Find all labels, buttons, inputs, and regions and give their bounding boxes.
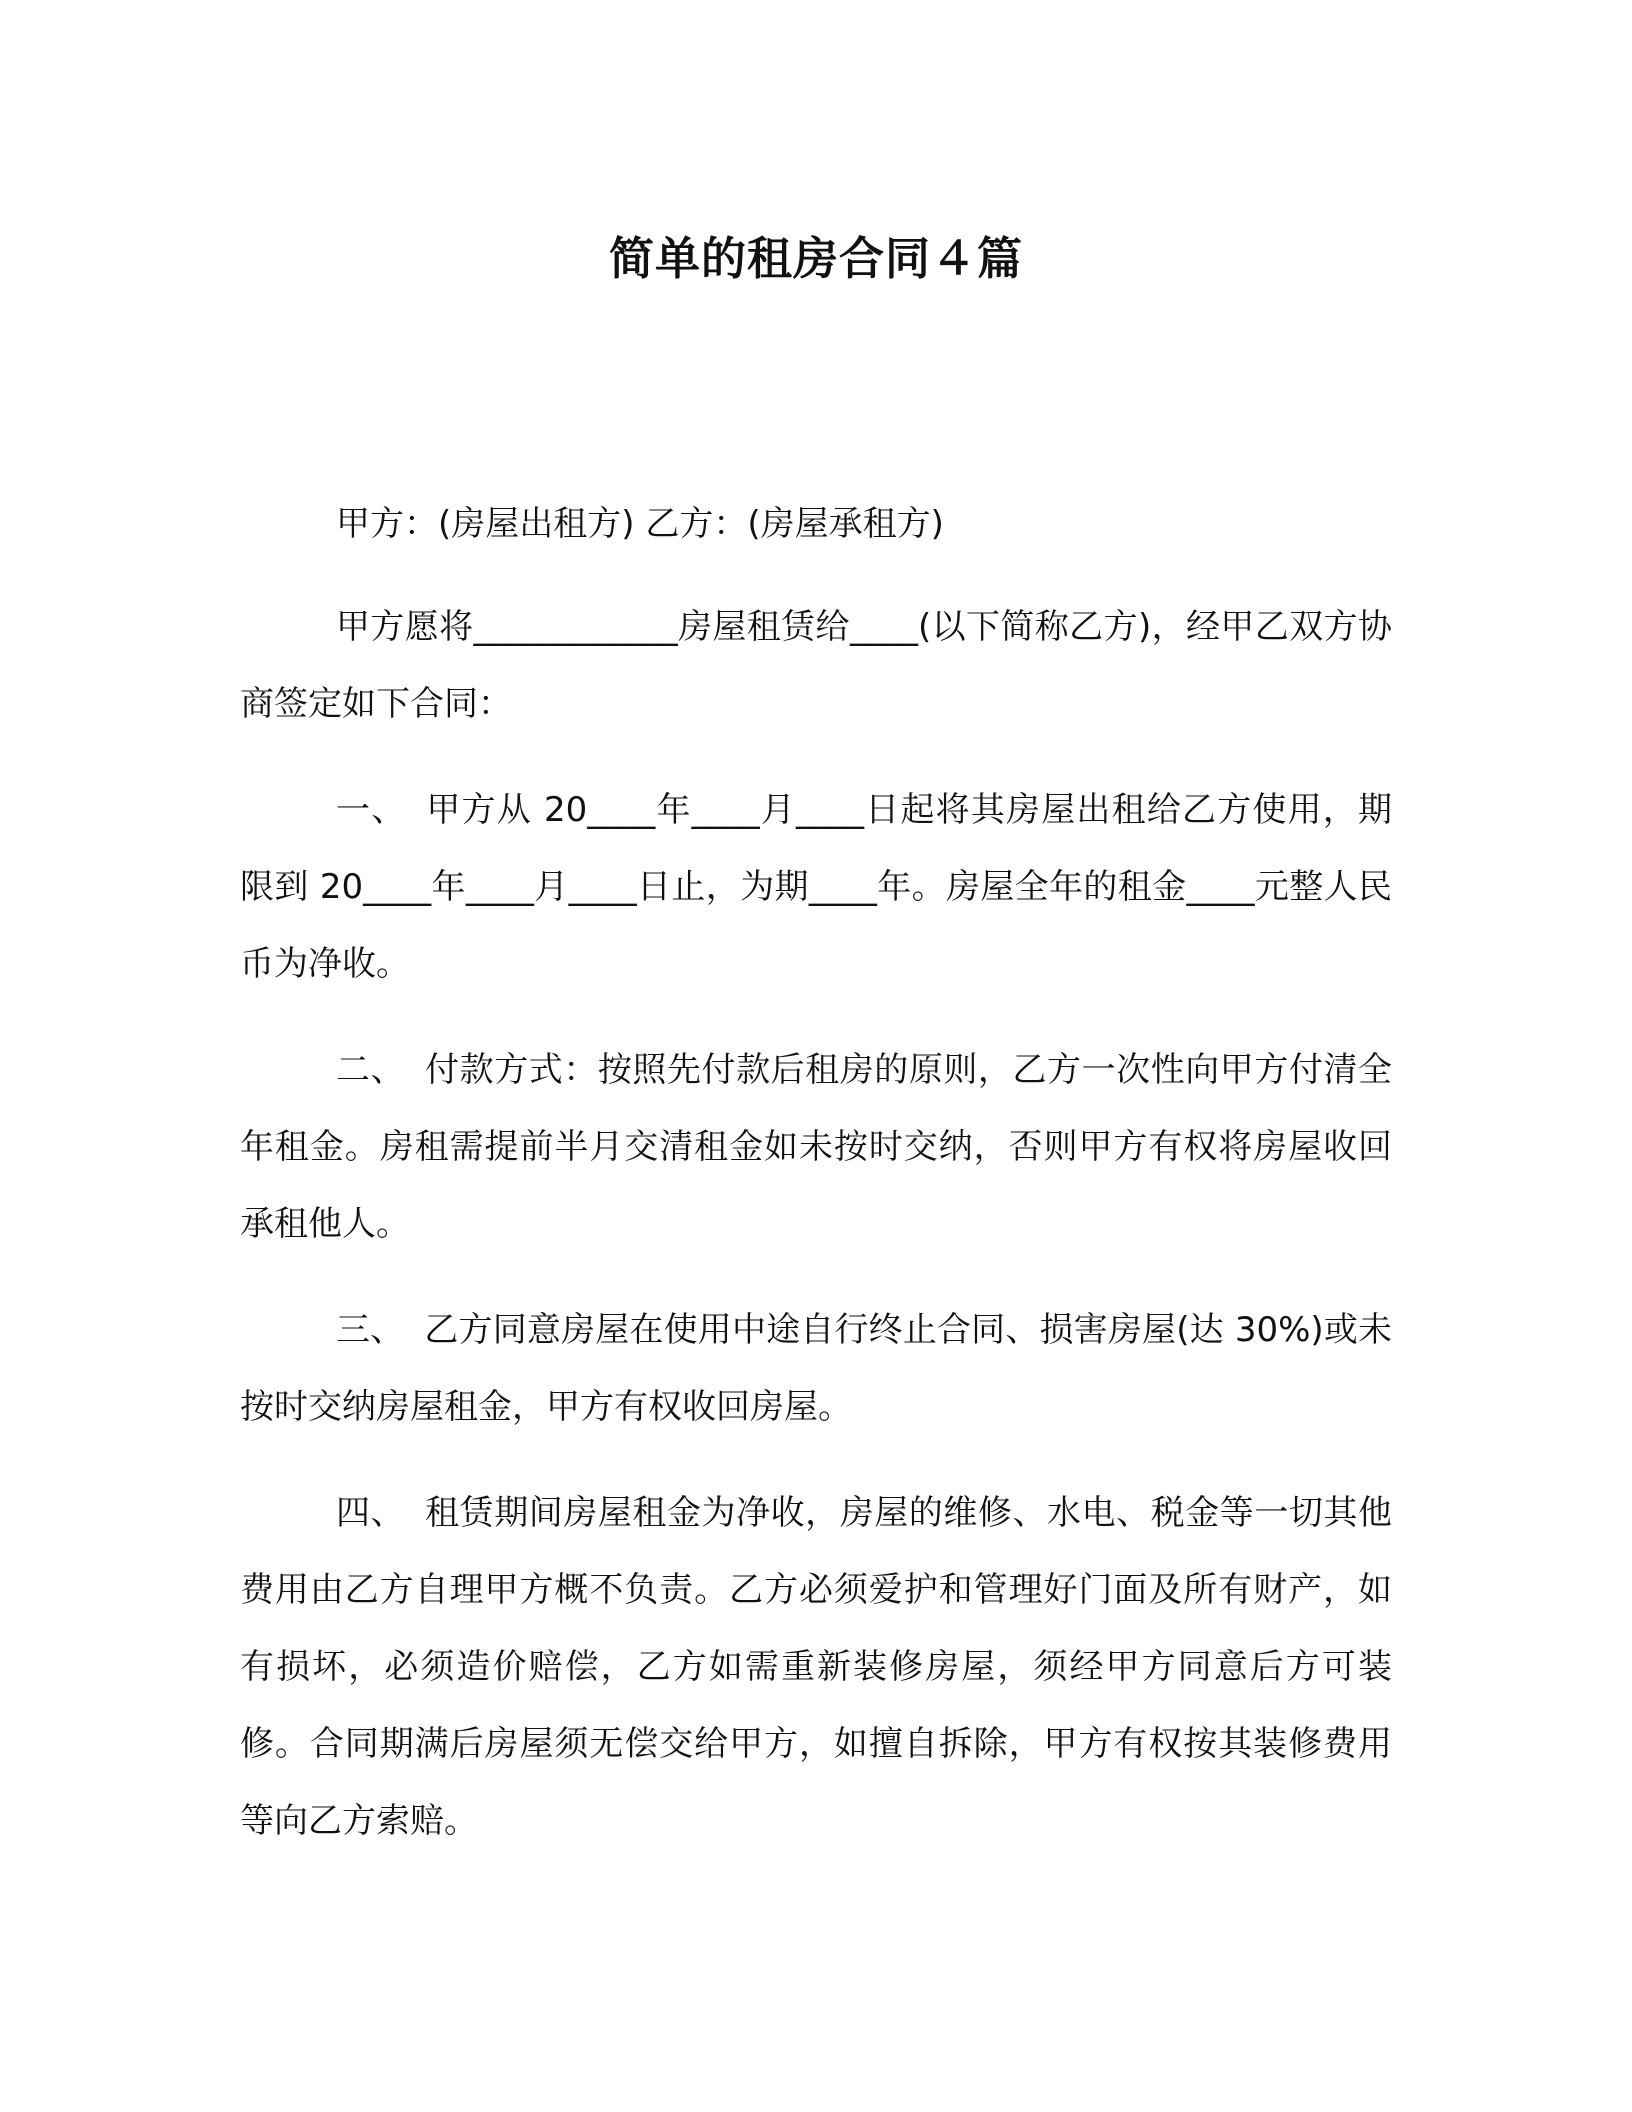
clause-text: 租赁期间房屋租金为净收，房屋的维修、水电、税金等一切其他费用由乙方自理甲方概不负责。乙方必须爱护和管理好门面及所有财产，如有损坏，必须造价赔偿，乙方如需重新装修房屋，须经甲方同意后方可装修。合同期满后房屋须无偿交给甲方，如擅自拆除，甲方有权按其装修费用等向乙方索赔。 xyxy=(240,1493,1393,1841)
clause-3 xyxy=(240,1292,1392,1446)
clause-2 xyxy=(240,1032,1392,1263)
clause-number: 三、 xyxy=(336,1310,405,1350)
clause-text: 甲方从 20____年____月____日起将其房屋出租给乙方使用，期限到 20____年____月____日止，为期____年。房屋全年的租金____元整人民币为净收。 xyxy=(240,790,1393,984)
clause-text: 乙方同意房屋在使用中途自行终止合同、损害房屋(达 30%)或未按时交纳房屋租金，甲方有权收回房屋。 xyxy=(240,1310,1393,1427)
document-body xyxy=(240,486,1392,1889)
clause-1 xyxy=(240,772,1392,1003)
parties-line: 甲方：(房屋出租方) 乙方：(房屋承租方) xyxy=(336,504,944,544)
clause-text: 付款方式：按照先付款后租房的原则，乙方一次性向甲方付清全年租金。房租需提前半月交清租金如未按时交纳，否则甲方有权将房屋收回承租他人。 xyxy=(240,1050,1393,1244)
clause-4 xyxy=(240,1475,1392,1860)
clause-number: 二、 xyxy=(336,1050,406,1090)
clause-number: 一、 xyxy=(336,790,407,830)
clause-number: 四、 xyxy=(336,1493,406,1533)
intro-paragraph: 甲方愿将____________房屋租赁给____(以下简称乙方)，经甲乙双方协商签定如下合同： xyxy=(240,607,1392,724)
document-title: 简单的租房合同４篇 xyxy=(608,232,1023,285)
